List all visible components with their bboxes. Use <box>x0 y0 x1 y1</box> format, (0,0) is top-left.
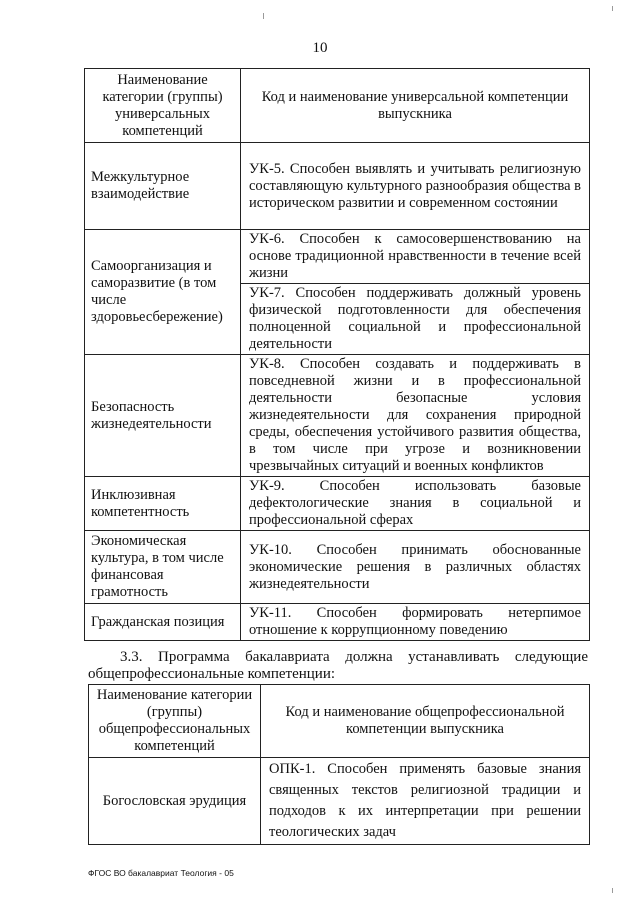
row-category: Инклюзивная компетентность <box>85 477 241 531</box>
section-paragraph <box>88 649 588 683</box>
competence-cell: ОПК-1. Способен применять базовые знания священных текстов религиозной традиции и подходов к их интерпретации при решении теологических задач <box>261 758 590 845</box>
competence-cell: УК-7. Способен поддерживать должный уровень физической подготовленности для обеспечения полноценной социальной и профессиональной деятельности <box>241 284 590 355</box>
row-category: Самоорганизация и саморазвитие (в том числе здоровьесбережение) <box>85 230 241 355</box>
paragraph-line: общепрофессиональные компетенции: <box>88 666 336 682</box>
table-row <box>85 531 590 604</box>
competence-cell: УК-9. Способен использовать базовые дефектологические знания в социальной и профессиональной сферах <box>241 477 590 531</box>
table-header-row <box>85 69 590 143</box>
table-row <box>85 230 590 284</box>
competence-cell: УК-10. Способен принимать обоснованные экономические решения в различных областях жизнедеятельности <box>241 531 590 604</box>
header-competence: Код и наименование универсальной компетенции выпускника <box>241 69 590 143</box>
header-competence: Код и наименование общепрофессиональной компетенции выпускника <box>261 685 590 758</box>
paragraph-line: 3.3. Программа бакалавриата должна устанавливать следующие <box>120 649 588 665</box>
row-category: Безопасность жизнедеятельности <box>85 355 241 477</box>
table-row <box>85 143 590 230</box>
table-row <box>85 477 590 531</box>
row-category: Гражданская позиция <box>85 604 241 641</box>
row-category: Межкультурное взаимодействие <box>85 143 241 230</box>
scan-mark <box>612 888 613 893</box>
scan-mark <box>612 6 613 11</box>
general-professional-competences-table <box>88 684 590 845</box>
header-category: Наименование категории (группы) общепрофессиональных компетенций <box>89 685 261 758</box>
page-number: 10 <box>312 40 328 56</box>
table-row <box>85 604 590 641</box>
competence-cell: УК-8. Способен создавать и поддерживать в повседневной жизни и в профессиональной деятельности безопасные условия жизнедеятельности для сохранения природной среды, обеспечения устойчивого развития общества, в том числе при угрозе и возникновении чрезвычайных ситуаций и военных конфликтов <box>241 355 590 477</box>
table-row <box>85 355 590 477</box>
table-row <box>89 758 590 845</box>
competence-cell: УК-6. Способен к самосовершенствованию на основе традиционной нравственности в течение всей жизни <box>241 230 590 284</box>
competence-cell: УК-5. Способен выявлять и учитывать религиозную составляющую культурного разнообразия общества в историческом развитии и современном состоянии <box>241 143 590 230</box>
row-category: Богословская эрудиция <box>89 758 261 845</box>
universal-competences-table <box>84 68 590 641</box>
table-header-row <box>89 685 590 758</box>
competence-cell: УК-11. Способен формировать нетерпимое отношение к коррупционному поведению <box>241 604 590 641</box>
footer-note: ФГОС ВО бакалавриат Теология - 05 <box>88 868 234 878</box>
header-category: Наименование категории (группы) универсальных компетенций <box>85 69 241 143</box>
row-category: Экономическая культура, в том числе финансовая грамотность <box>85 531 241 604</box>
scan-mark <box>263 13 264 19</box>
